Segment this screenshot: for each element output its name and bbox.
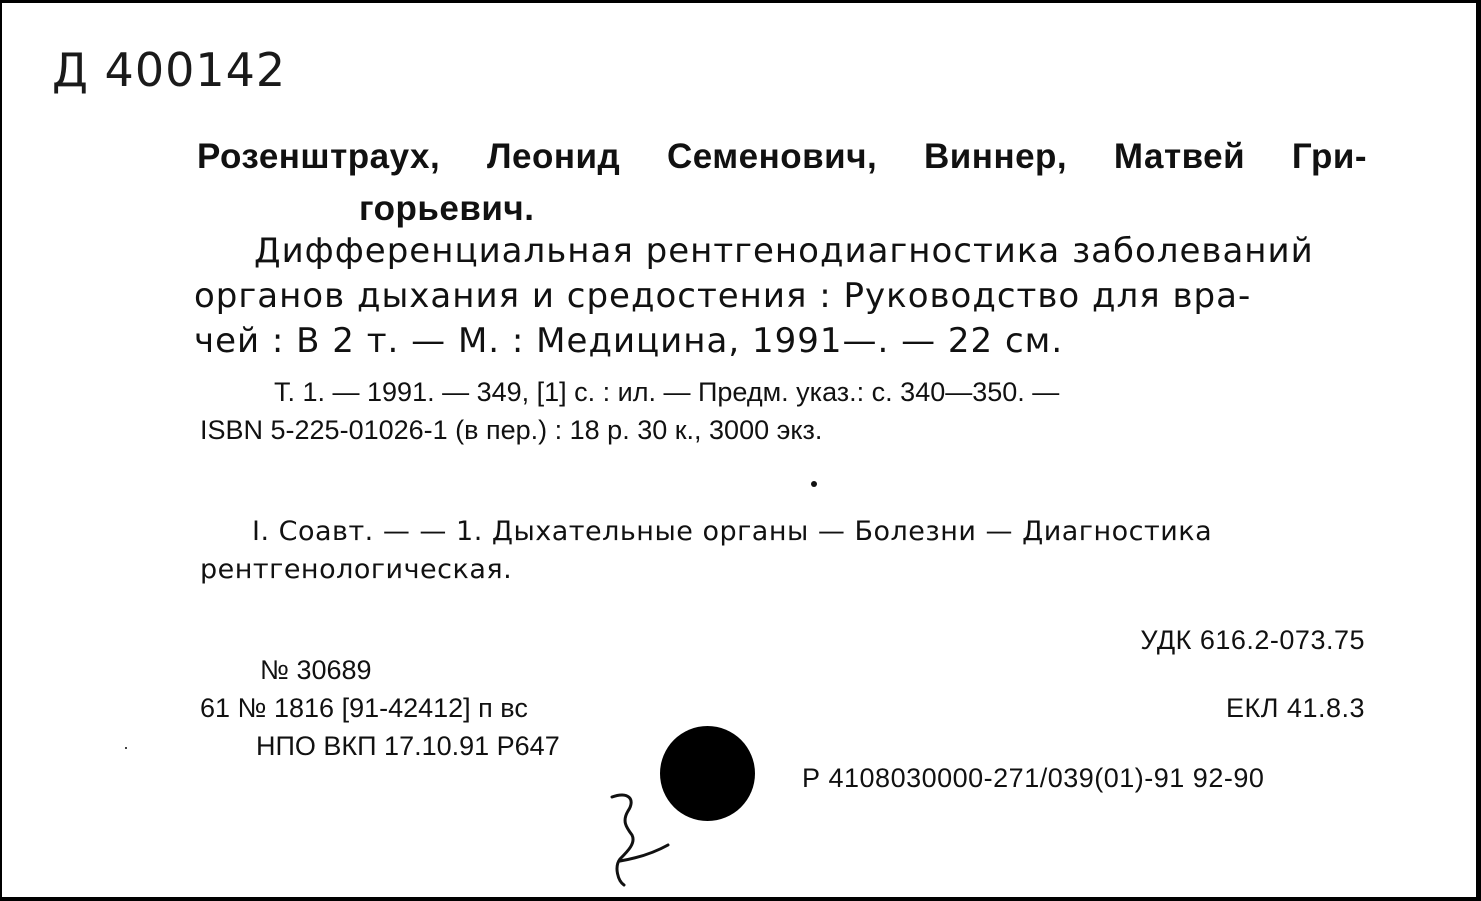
description-line: ISBN 5-225-01026-1 (в пер.) : 18 р. 30 к., 3000 экз. — [200, 415, 823, 445]
author-heading-continuation: горьевич. — [359, 189, 535, 228]
registration-number: Р 4108030000-271/039(01)-91 92-90 — [802, 763, 1265, 793]
print-order-line: 61 № 1816 [91-42412] п вс — [200, 693, 528, 723]
handwritten-mark-icon — [598, 789, 678, 889]
subject-line: I. Соавт. — — 1. Дыхательные органы — Болезни — Диагностика — [252, 516, 1213, 547]
subject-line: рентгенологическая. — [200, 554, 513, 585]
title-statement — [194, 229, 1369, 364]
title-line: Дифференциальная рентгенодиагностика заболеваний — [254, 231, 1314, 271]
card-number: № 30689 — [260, 655, 372, 685]
separator-dot — [811, 481, 817, 487]
ekl-classification: ЕКЛ 41.8.3 — [1225, 693, 1365, 723]
description-line: Т. 1. — 1991. — 349, [1] с. : ил. — Предм. указ.: с. 340—350. — — [274, 377, 1060, 407]
stray-mark — [125, 747, 127, 749]
subject-headings — [200, 513, 1372, 589]
card-print-info — [200, 651, 560, 765]
udk-classification: УДК 616.2-073.75 — [1140, 625, 1365, 655]
title-line: органов дыхания и средостения : Руководство для вра- — [194, 276, 1252, 316]
handwritten-inventory-number: Д 400142 — [52, 43, 287, 97]
title-line: чей : В 2 т. — М. : Медицина, 1991—. — 22 см. — [194, 321, 1064, 361]
physical-description — [200, 373, 1370, 449]
printer-line: НПО ВКП 17.10.91 Р647 — [256, 731, 560, 761]
author-heading: Розенштраух, Леонид Семенович, Виннер, Матвей Гри- — [197, 137, 1367, 176]
